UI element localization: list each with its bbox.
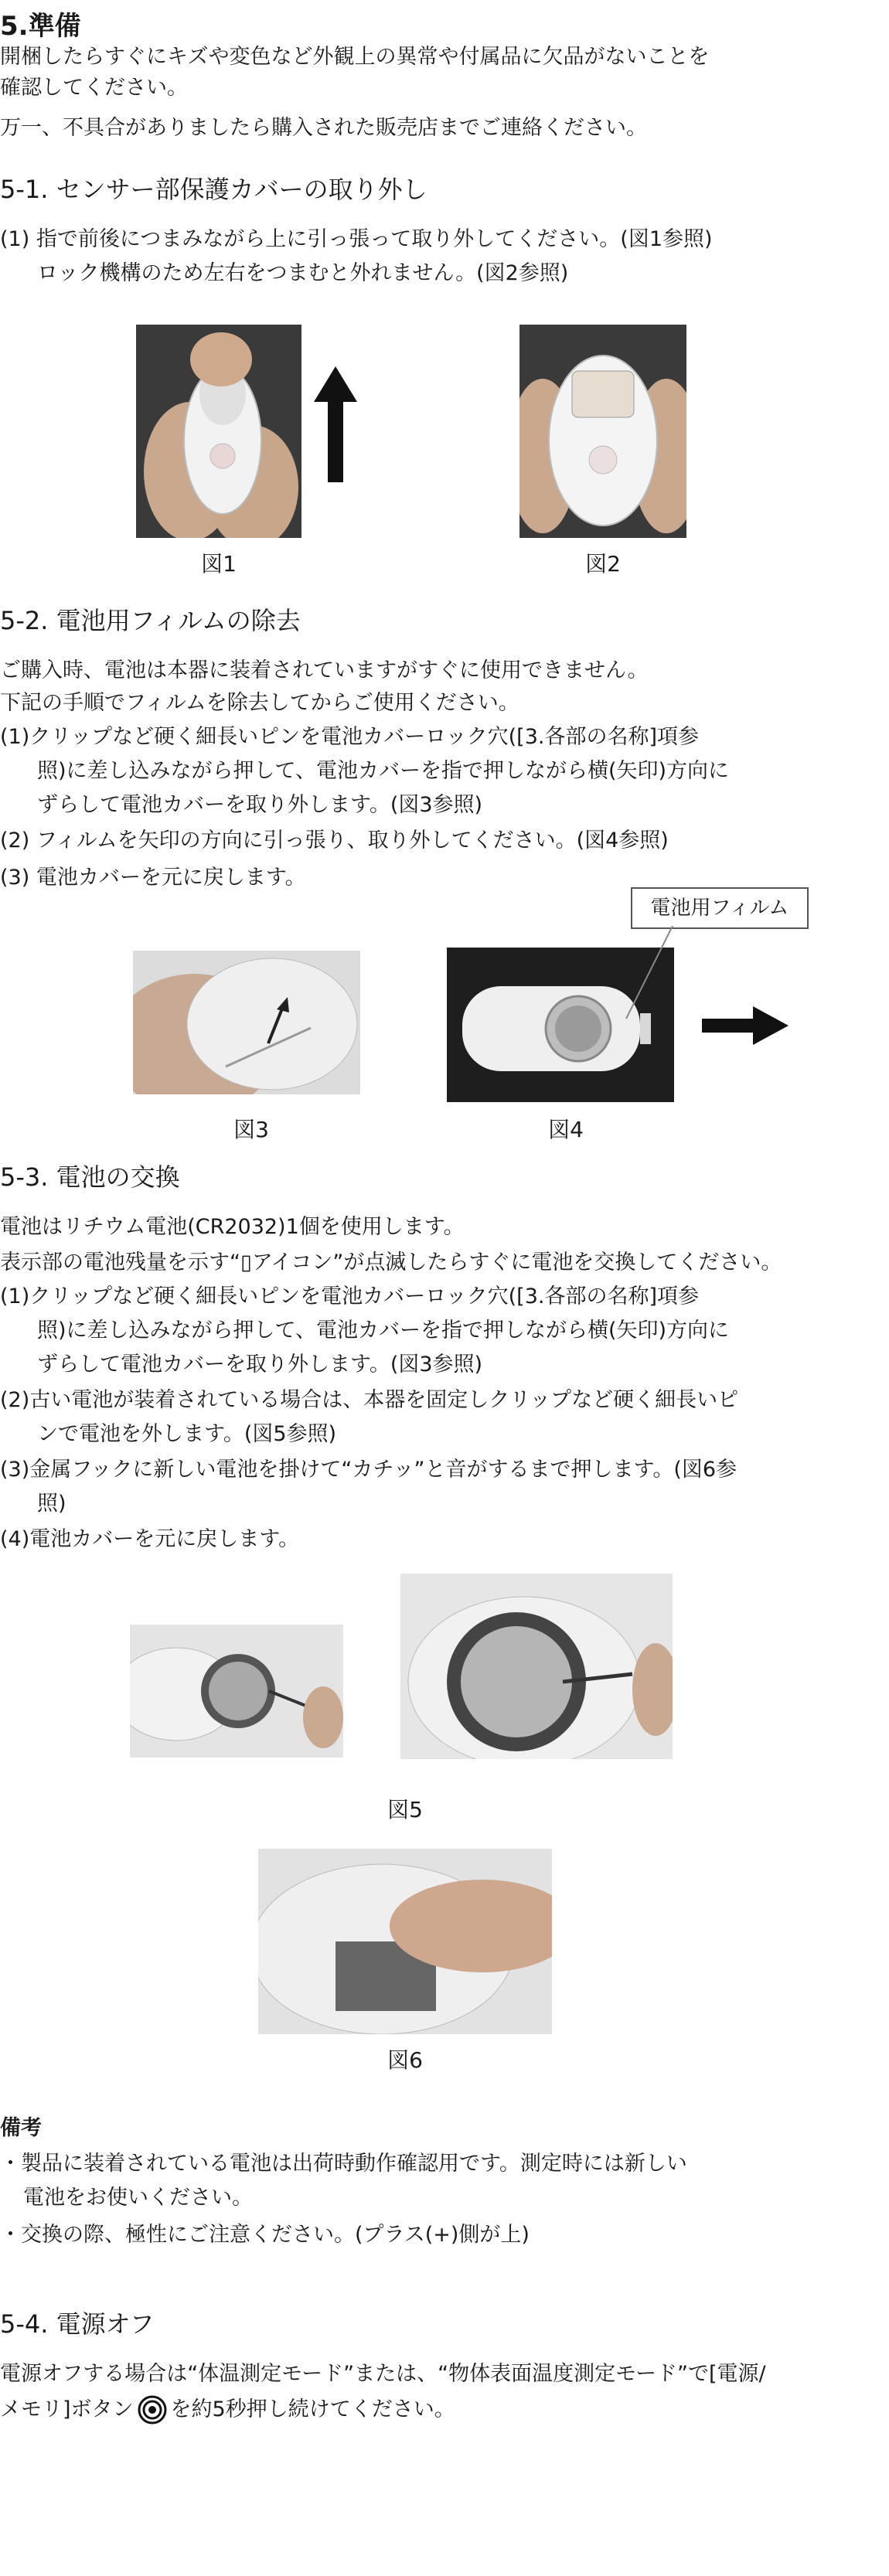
paragraph-power — [0, 2394, 455, 2425]
note-1-cont: 電池をお使いください。 — [23, 2186, 253, 2210]
section-5-2-title: 5-2. 電池用フィルムの除去 — [0, 606, 301, 635]
figure-5-photo-b — [400, 1574, 673, 1759]
figure-1-caption: 図1 — [201, 551, 237, 577]
arrow-up-icon — [312, 366, 359, 482]
note-2: ・交換の際、極性にご注意ください。(プラス(+)側が上) — [0, 2223, 530, 2247]
step-2: (2) フィルムを矢印の方向に引っ張り、取り外してください。(図4参照) — [0, 829, 669, 852]
step-2: (2)古い電池が装着されている場合は、本器を固定しクリップなど硬く細長いピ — [0, 1388, 739, 1412]
figure-3-caption: 図3 — [233, 1117, 269, 1142]
figure-3-photo — [133, 951, 360, 1094]
step-2-cont: ンで電池を外します。(図5参照) — [37, 1422, 337, 1446]
step-1-cont: 照)に差し込みながら押して、電池カバーを指で押しながら横(矢印)方向に — [37, 1319, 730, 1342]
paragraph: 万一、不具合がありましたら購入された販売店までご連絡ください。 — [0, 116, 647, 140]
film-callout-label: 電池用フィルム — [631, 887, 809, 929]
section-5-4-title: 5-4. 電源オフ — [0, 2309, 155, 2339]
paragraph: 下記の手順でフィルムを除去してからご使用ください。 — [0, 691, 519, 715]
paragraph: 確認してください。 — [0, 76, 188, 100]
paragraph: 開梱したらすぐにキズや変色など外観上の異常や付属品に欠品がないことを — [0, 45, 710, 69]
step-3: (3) 電池カバーを元に戻します。 — [0, 866, 306, 890]
figure-4-caption: 図4 — [548, 1117, 584, 1142]
section-5-3-title: 5-3. 電池の交換 — [0, 1162, 180, 1192]
paragraph: 電源オフする場合は“体温測定モード”または、“物体表面温度測定モード”で[電源/ — [0, 2362, 766, 2386]
paragraph-text: メモリ]ボタン — [0, 2397, 134, 2421]
step-1-note: ロック機構のため左右をつまむと外れません。(図2参照) — [37, 261, 569, 285]
paragraph: ご購入時、電池は本器に装着されていますがすぐに使用できません。 — [0, 658, 649, 682]
step-4: (4)電池カバーを元に戻します。 — [0, 1527, 300, 1551]
section-5-title: 5.準備 — [0, 11, 81, 42]
paragraph-text: を約5秒押し続けてください。 — [170, 2397, 455, 2421]
figure-2-photo — [519, 325, 686, 538]
power-memory-button-icon — [137, 2394, 168, 2425]
step-3-cont: 照) — [37, 1492, 66, 1516]
step-1: (1) 指で前後につまみながら上に引っ張って取り外してください。(図1参照) — [0, 227, 713, 251]
callout-leader-line — [618, 926, 680, 1026]
paragraph: 表示部の電池残量を示す“▯アイコン”が点滅したらすぐに電池を交換してください。 — [0, 1251, 782, 1274]
step-1: (1)クリップなど硬く細長いピンを電池カバーロック穴([3.各部の名称]項参 — [0, 1285, 699, 1308]
step-1-cont: ずらして電池カバーを取り外します。(図3参照) — [37, 1353, 483, 1376]
figure-6-photo — [258, 1849, 552, 2034]
figure-5-photo-a — [130, 1625, 343, 1758]
paragraph: 電池はリチウム電池(CR2032)1個を使用します。 — [0, 1215, 465, 1239]
figure-1-photo — [136, 325, 301, 538]
figure-2-caption: 図2 — [585, 551, 621, 577]
note-1: ・製品に装着されている電池は出荷時動作確認用です。測定時には新しい — [0, 2152, 687, 2176]
step-1-cont: ずらして電池カバーを取り外します。(図3参照) — [37, 793, 483, 817]
notes-title: 備考 — [0, 2116, 42, 2140]
figure-5-caption: 図5 — [387, 1797, 423, 1822]
step-1: (1)クリップなど硬く細長いピンを電池カバーロック穴([3.各部の名称]項参 — [0, 725, 699, 749]
figure-6-caption: 図6 — [387, 2047, 423, 2073]
section-5-1-title: 5-1. センサー部保護カバーの取り外し — [0, 175, 427, 204]
step-3: (3)金属フックに新しい電池を掛けて“カチッ”と音がするまで押します。(図6参 — [0, 1458, 737, 1482]
arrow-right-icon — [702, 1006, 789, 1045]
step-1-cont: 照)に差し込みながら押して、電池カバーを指で押しながら横(矢印)方向に — [37, 759, 730, 783]
